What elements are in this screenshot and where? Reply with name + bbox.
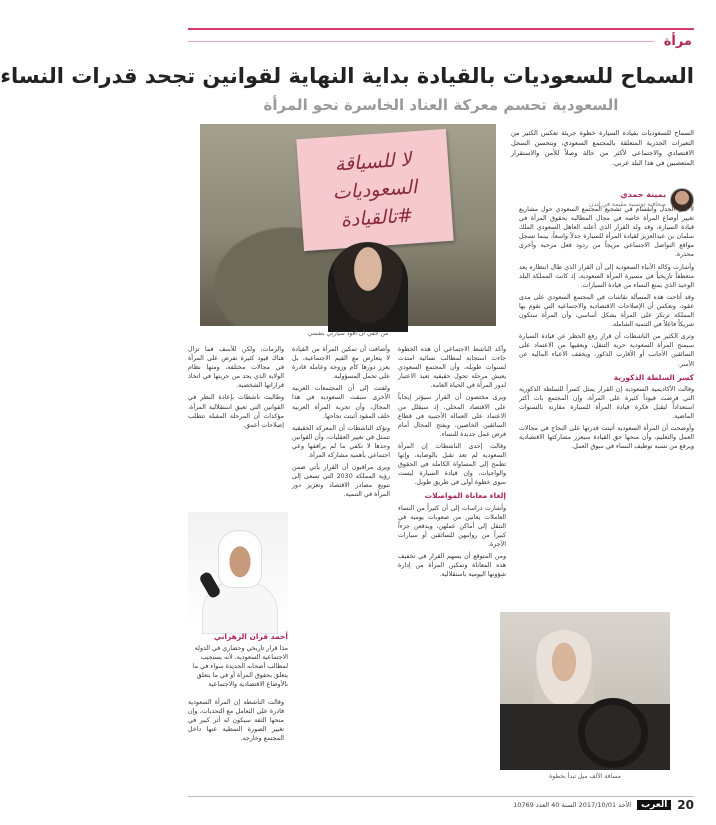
- article-column-left-center: [292, 345, 390, 785]
- paragraph: وأشارت وكالة الأنباء السعودية إلى أن القرار الذي طال انتظاره يعد منعطفاً تاريخياً في مسيرة المرأة السعودية، إذ كانت المملكة البلد الوحيد الذي يمنع النساء من قيادة السيارات.: [519, 263, 694, 289]
- author-name: يمينة حمدي: [620, 190, 666, 199]
- sign-line-2: السعوديات: [332, 176, 418, 204]
- article-column-under-quote: [188, 698, 284, 786]
- paragraph: وتؤكد الناشطات أن المعركة الحقيقية تتمثل في تغيير العقليات، وأن القوانين وحدها لا تكفي ما لم يرافقها وعي اجتماعي بأهمية مشاركة المرأة.: [292, 424, 390, 460]
- page-number: 20: [677, 798, 694, 812]
- driving-photo: [500, 612, 670, 770]
- paragraph: وطالبت ناشطات بإعادة النظر في القوانين التي تعيق استقلالية المرأة، مؤكدات أن المرحلة المقبلة تتطلب إصلاحات أعمق.: [188, 394, 284, 429]
- section-label: مرأة: [663, 33, 692, 49]
- paragraph: ويرى مراقبون أن القرار يأتي ضمن رؤية المملكة 2030 التي تسعى إلى تنويع مصادر الاقتصاد وتعزيز دور المرأة في التنمية.: [292, 464, 390, 499]
- paragraph: وأكد الناشط الاجتماعي أن هذه الخطوة جاءت استجابة لمطالب نسائية امتدت لسنوات طويلة، وأن المجتمع السعودي يعيش مرحلة تحول حقيقية تعيد الاعتبار لدور المرأة في الحياة العامة.: [398, 346, 506, 390]
- author-role: صحافية تونسية مقيمة في لندن: [589, 201, 666, 208]
- intro-block: [511, 128, 694, 212]
- photo2-caption: مسافة الألف ميل تبدأ بخطوة: [549, 773, 621, 780]
- paragraph: ويرى مختصون أن القرار سيؤثر إيجاباً على الاقتصاد المحلي، إذ سيقلل من الاعتماد على العمالة الأجنبية في قطاع السائقين الخاصين، ويفتح المجال أمام فرص عمل جديدة للنساء.: [398, 394, 506, 438]
- section-rule: [188, 41, 654, 42]
- paragraph: ومن المتوقع أن يسهم القرار في تخفيف هذه المعاناة وتمكين المرأة من إدارة شؤونها اليومية باستقلالية.: [398, 552, 506, 579]
- subhead-middle: إلغاء معاناة المواصلات: [424, 491, 506, 501]
- photo1-caption: من حقي أن أقود سيارتي بنفسي: [307, 330, 389, 337]
- paragraph: وقالت إحدى الناشطات إن المرأة السعودية لم تعد تقبل بالوصاية، وإنها تطمح إلى المساواة الكاملة في الحقوق والواجبات، وإن قيادة السيارة ليست سوى خطوة أولى في طريق طويل.: [398, 442, 506, 487]
- paragraph: وأشارت دراسات إلى أن كثيراً من النساء العاملات يعانين من صعوبات يومية في التنقل إلى أماكن عملهن، ويدفعن جزءاً كبيراً من رواتبهن للسائقين أو سيارات الأجرة.: [398, 504, 506, 548]
- paragraph: وقالت الناشطة إن المرأة السعودية قادرة على التعامل مع التحديات، وإن منحها الثقة سيكون له أثر كبير في تغيير الصورة النمطية عنها داخل المجتمع وخارجه.: [188, 699, 284, 743]
- speaker-portrait: [188, 512, 288, 630]
- pull-quote: [188, 512, 288, 692]
- paragraph: ولفتت إلى أن المجتمعات العربية الأخرى سبقت السعودية في هذا المجال، وأن تجربة المرأة العربية خلف المقود أثبتت نجاحها.: [292, 385, 390, 420]
- driver-figure: [534, 630, 594, 710]
- steering-wheel-icon: [578, 698, 648, 768]
- publication-name: العرب: [637, 800, 671, 810]
- sign-line-1: لا للسياقة: [334, 148, 413, 176]
- article-column-middle: [398, 345, 506, 785]
- subhead-right: كسر السلطة الذكورية: [613, 372, 694, 382]
- paragraph: وأوضحت أن المرأة السعودية أثبتت قدرتها على النجاح في مجالات العمل والتعليم، وأن منحها حق القيادة سيعزز مشاركتها الاقتصادية ويرفع من نسبة توظيف النساء في سوق العمل.: [519, 425, 694, 451]
- quote-text: مذا قرار تاريخي وحضاري في الدولة الاجتماعية السعودية، لأنه يستجيب لمطالب أصحابه الجديدة سواء في ما يتعلق بحقوق المرأة أو في ما يتعلق بالأوضاع الاقتصادية والاجتماعية: [192, 645, 288, 688]
- sign-line-3: #تالقيادة: [340, 204, 414, 232]
- paragraph: لا كان الجدل وانقسام في تشجيع المجتمع السعودي حول مشاريع تغيير أوضاع المرأة خاصة في مجال المطالبة بحقوق المرأة في قيادة السيارة، وقد ولد القرار الذي أعلنه العاهل السعودي الملك سلمان بن عبدالعزيز لقيادة المرأة للسيارة جدلاً واسعاً، بينما تسجل مواقع التواصل الاجتماعي مزيجاً من ردود فعل مرحبة وأخرى محذرة.: [519, 206, 694, 259]
- paragraph: وقالت الأكاديمية السعودية إن القرار يمثل كسراً للسلطة الذكورية التي فرضت قيوداً كثيرة على المرأة، وإن المجتمع بات أكثر استعداداً لتقبل فكرة قيادة المرأة للسيارة مقارنة بالسنوات الماضية.: [519, 385, 694, 420]
- subheadline: السعودية تحسم معركة العناد الخاسرة نحو المرأة: [263, 96, 619, 114]
- section-strip: [188, 28, 694, 52]
- page-footer: [188, 796, 694, 813]
- article-column-left: [188, 345, 284, 505]
- intro-text: السماح للسعوديات بقيادة السيارة خطوة جريئة تعكس الكثير من التغيرات الجذرية المتعلقة بالمجتمع السعودي، وبتحسن السجل الاقتصادي والاجتماعي لأكثر من حالة وصلاً للأمن والاستقرار المتعصبين في هذا البلد عربي.: [511, 129, 694, 167]
- paragraph: وأضافت أن تمكين المرأة من القيادة لا يتعارض مع القيم الاجتماعية، بل يعزز دورها كأم وزوجة وعاملة قادرة على تحمل المسؤولية.: [292, 346, 390, 381]
- protester-figure: [328, 242, 408, 332]
- publication-date: الأحد 2017/10/01 السنة 40 العدد 10769: [513, 801, 632, 809]
- paragraph: والزمات، ولكن للأسف فما تزال هناك قيود كثيرة تفرض على المرأة في مجالات مختلفة، ومنها نظام الولاية الذي يحد من حريتها في اتخاذ قراراتها الشخصية.: [188, 346, 284, 390]
- headline: السماح للسعوديات بالقيادة بداية النهاية لقوانين تجحد قدرات النساء: [0, 64, 694, 88]
- quote-speaker-name: أحمد قران الزهراني: [213, 632, 288, 641]
- paragraph: وترى الكثير من الناشطات أن قرار رفع الحظر عن قيادة السيارة سيمنح المرأة السعودية حرية التنقل، ويعفيها من الاعتماد على السائقين الأجانب أو الأقارب الذكور، ويخفف الأعباء المالية عن الأسر.: [519, 333, 694, 368]
- protest-sign: [296, 129, 453, 251]
- protest-photo: [200, 124, 496, 326]
- portrait-head: [218, 530, 262, 588]
- paragraph: وقد أتاحت هذه المسألة نقاشات في المجتمع السعودي على مدى عقود، وتعكس أن الإصلاحات الاقتصادية والاجتماعية التي تقوم بها المملكة ترتكز على المرأة بشكل أساسي، وأن المرأة ستكون شريكاً فاعلاً في التنمية الشاملة.: [519, 293, 694, 329]
